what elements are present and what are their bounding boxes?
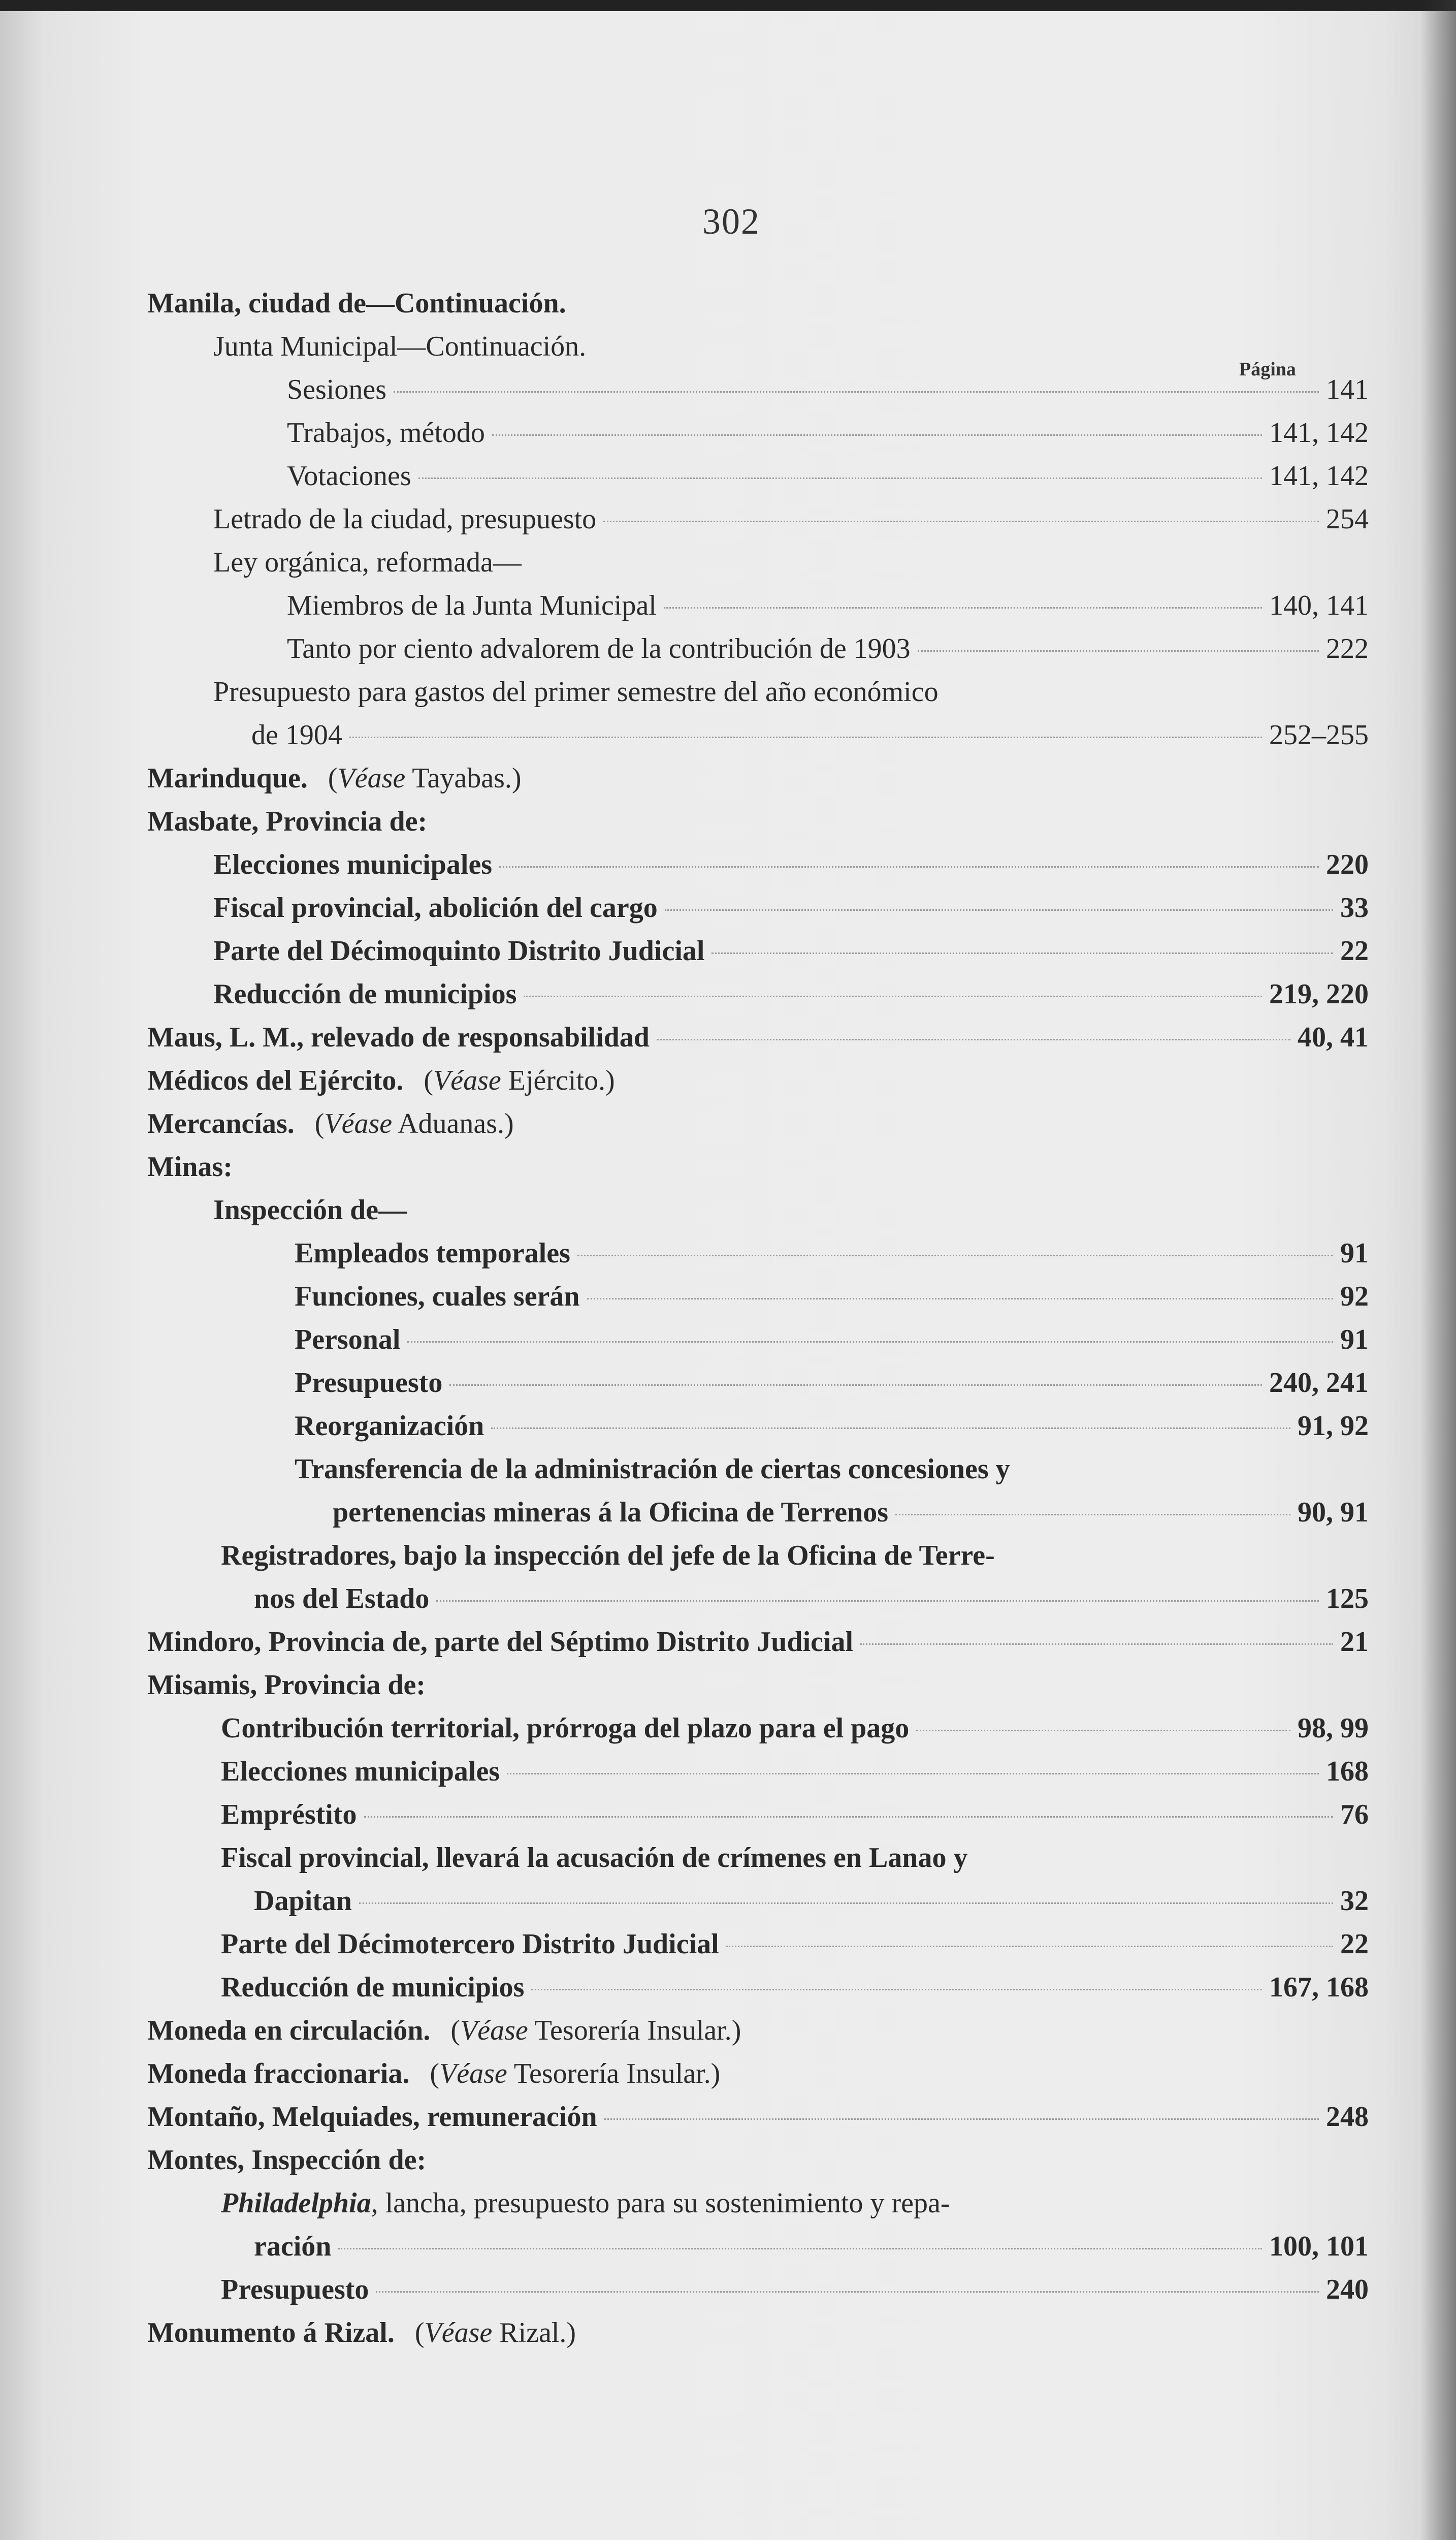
page-number: 302 xyxy=(702,201,760,242)
entry-text: Presupuesto xyxy=(295,1367,443,1399)
scan-top-edge xyxy=(0,0,1456,11)
index-entry xyxy=(254,2230,1369,2276)
entry-page: 21 xyxy=(1340,1626,1369,1658)
index-entry xyxy=(213,892,1369,937)
index-entry: Médicos del Ejército. (Véase Ejército.) xyxy=(147,1065,615,1096)
entry-text: Empréstito xyxy=(221,1799,357,1830)
entry-text: Presupuesto para gastos del primer semestre del año económico xyxy=(213,676,939,708)
index-entry xyxy=(147,287,1366,333)
leader-dots xyxy=(349,737,1262,738)
index-entry xyxy=(147,1669,1366,1714)
leader-dots xyxy=(376,2291,1319,2293)
index-entry: Moneda en circulación. (Véase Tesorería Insular.) xyxy=(147,2015,741,2046)
leader-dots xyxy=(860,1643,1333,1645)
entry-text: Reorganización xyxy=(295,1410,484,1442)
leader-dots xyxy=(491,1427,1290,1429)
index-entry xyxy=(213,978,1369,1024)
page-column-label: Página xyxy=(1239,359,1296,380)
see-reference: Rizal. xyxy=(499,2317,567,2348)
index-entry xyxy=(213,503,1369,549)
entry-page: 90, 91 xyxy=(1298,1497,1369,1528)
see-reference: Tayabas. xyxy=(412,763,512,794)
entry-text: pertenencias mineras á la Oficina de Terrenos xyxy=(333,1497,888,1528)
index-entry xyxy=(251,719,1369,765)
leader-dots xyxy=(492,434,1262,436)
entry-text: Moneda en circulación. xyxy=(147,2015,431,2046)
entry-page: 33 xyxy=(1340,892,1369,924)
index-entry xyxy=(147,2101,1369,2146)
entry-page: 40, 41 xyxy=(1298,1022,1369,1053)
index-entry xyxy=(147,1626,1369,1671)
entry-text: Marinduque. xyxy=(147,763,308,794)
entry-text: Montes, Inspección de: xyxy=(147,2144,427,2176)
index-entry xyxy=(221,1798,1369,1844)
index-entry: Mercancías. (Véase Aduanas.) xyxy=(147,1108,514,1139)
entry-text: Fiscal provincial, llevará la acusación de crímenes en Lanao y xyxy=(221,1842,968,1874)
leader-dots xyxy=(665,909,1333,911)
entry-text: Elecciones municipales xyxy=(221,1756,500,1787)
leader-dots xyxy=(359,1902,1333,1904)
entry-page: 222 xyxy=(1326,633,1369,664)
see-label: Véase xyxy=(460,2015,528,2046)
leader-dots xyxy=(603,521,1319,522)
leader-dots xyxy=(895,1514,1290,1515)
index-entry xyxy=(147,1151,1366,1196)
entry-page: 252–255 xyxy=(1269,719,1369,751)
leader-dots xyxy=(449,1384,1262,1386)
index-entry xyxy=(287,373,1369,419)
entry-page: 92 xyxy=(1340,1281,1369,1312)
entry-text: Mercancías. xyxy=(147,1108,295,1139)
scan-right-shadow xyxy=(1420,0,1456,2540)
entry-text: Transferencia de la administración de ciertas concesiones y xyxy=(295,1453,1010,1485)
entry-text: Elecciones municipales xyxy=(213,849,493,880)
entry-page: 168 xyxy=(1326,1756,1369,1787)
index-entry xyxy=(254,1885,1369,1930)
entry-page: 32 xyxy=(1340,1885,1369,1917)
leader-dots xyxy=(364,1816,1333,1818)
entry-text: Reducción de municipios xyxy=(221,1972,525,2003)
leader-dots xyxy=(418,478,1262,479)
leader-dots xyxy=(394,391,1319,393)
entry-page: 98, 99 xyxy=(1298,1712,1369,1744)
index-entry xyxy=(254,1582,1369,1628)
entry-text: Monumento á Rizal. xyxy=(147,2317,395,2348)
entry-page: 240, 241 xyxy=(1269,1367,1369,1399)
entry-text: Letrado de la ciudad, presupuesto xyxy=(213,503,597,535)
leader-dots xyxy=(916,1730,1290,1731)
entry-text: Tanto por ciento advalorem de la contribución de 1903 xyxy=(287,633,911,664)
leader-dots xyxy=(436,1600,1319,1602)
entry-text: Misamis, Provincia de: xyxy=(147,1669,426,1701)
entry-text: Parte del Décimoquinto Distrito Judicial xyxy=(213,935,705,967)
see-reference: Ejército. xyxy=(508,1065,606,1096)
entry-text: Mindoro, Provincia de, parte del Séptimo Distrito Judicial xyxy=(147,1626,854,1658)
index-entry xyxy=(213,848,1369,894)
index-entry xyxy=(295,1280,1369,1326)
entry-page: 22 xyxy=(1340,1928,1369,1960)
entry-page: 220 xyxy=(1326,849,1369,880)
index-entry xyxy=(221,2187,1369,2233)
index-entry xyxy=(213,330,1366,376)
entry-text: Maus, L. M., relevado de responsabilidad xyxy=(147,1022,650,1053)
entry-text: nos del Estado xyxy=(254,1583,430,1614)
entry-text: Ley orgánica, reformada— xyxy=(213,547,522,578)
leader-dots xyxy=(499,866,1319,868)
entry-page: 254 xyxy=(1326,503,1369,535)
entry-text: Miembros de la Junta Municipal xyxy=(287,590,657,621)
leader-dots xyxy=(657,1039,1290,1040)
index-entry xyxy=(213,676,1369,721)
entry-text: Presupuesto xyxy=(221,2274,369,2305)
leader-dots xyxy=(524,996,1262,997)
entry-text: Empleados temporales xyxy=(295,1237,570,1269)
leader-dots xyxy=(587,1298,1333,1299)
entry-page: 141 xyxy=(1326,374,1369,405)
entry-text: Dapitan xyxy=(254,1885,352,1917)
entry-text: Moneda fraccionaria. xyxy=(147,2058,410,2089)
index-entry xyxy=(287,632,1369,678)
index-entry xyxy=(147,2144,1366,2189)
leader-dots xyxy=(726,1946,1333,1947)
index-entry xyxy=(213,1194,1369,1240)
entry-page: 22 xyxy=(1340,935,1369,967)
see-label: Véase xyxy=(439,2058,507,2089)
index-entry xyxy=(221,1842,1369,1887)
entry-text: Médicos del Ejército. xyxy=(147,1065,404,1096)
entry-text-continued: , lancha, presupuesto para su sostenimiento y repa- xyxy=(371,2187,950,2219)
entry-page: 76 xyxy=(1340,1799,1369,1830)
index-entry xyxy=(221,1712,1369,1758)
leader-dots xyxy=(711,952,1333,954)
leader-dots xyxy=(664,607,1262,609)
see-reference: Tesorería Insular. xyxy=(534,2015,732,2046)
see-reference: Tesorería Insular. xyxy=(513,2058,711,2089)
index-entry xyxy=(295,1237,1369,1283)
index-entry xyxy=(221,1539,1369,1585)
entry-text: de 1904 xyxy=(251,719,342,751)
entry-page: 91, 92 xyxy=(1298,1410,1369,1442)
index-entry xyxy=(287,589,1369,635)
entry-text: Votaciones xyxy=(287,460,411,492)
index-entry: Moneda fraccionaria. (Véase Tesorería Insular.) xyxy=(147,2058,721,2089)
index-entry xyxy=(221,1928,1369,1974)
entry-page: 140, 141 xyxy=(1269,590,1369,621)
index-entry xyxy=(221,1755,1369,1801)
leader-dots xyxy=(531,1989,1262,1990)
entry-text: Funciones, cuales serán xyxy=(295,1281,580,1312)
index-entry xyxy=(295,1367,1369,1412)
index-entry xyxy=(287,460,1369,505)
index-entry xyxy=(221,2273,1369,2319)
leader-dots xyxy=(604,2118,1319,2120)
index-entry: Monumento á Rizal. (Véase Rizal.) xyxy=(147,2317,576,2348)
entry-text: Minas: xyxy=(147,1151,233,1183)
entry-text: Registradores, bajo la inspección del jefe de la Oficina de Terre- xyxy=(221,1540,995,1571)
entry-text: Fiscal provincial, abolición del cargo xyxy=(213,892,658,924)
entry-text: Parte del Décimotercero Distrito Judicial xyxy=(221,1928,719,1960)
entry-text: Montaño, Melquiades, remuneración xyxy=(147,2101,597,2133)
entry-page: 91 xyxy=(1340,1324,1369,1355)
leader-dots xyxy=(338,2248,1262,2249)
entry-page: 100, 101 xyxy=(1269,2231,1369,2262)
index-entry xyxy=(295,1410,1369,1455)
entry-text: Manila, ciudad de—Continuación. xyxy=(147,288,566,319)
entry-page: 219, 220 xyxy=(1269,978,1369,1010)
entry-text: Reducción de municipios xyxy=(213,978,517,1010)
entry-page: 167, 168 xyxy=(1269,1972,1369,2003)
see-label: Véase xyxy=(324,1108,393,1139)
index-entry xyxy=(333,1496,1369,1542)
entry-text: Contribución territorial, prórroga del plazo para el pago xyxy=(221,1712,910,1744)
leader-dots xyxy=(918,650,1319,652)
index-entry xyxy=(213,546,1369,592)
entry-text: Inspección de— xyxy=(213,1194,407,1226)
entry-text: ración xyxy=(254,2231,332,2262)
leader-dots xyxy=(407,1341,1333,1343)
index-entry xyxy=(221,1971,1369,2017)
entry-text: Sesiones xyxy=(287,374,386,405)
entry-page: 141, 142 xyxy=(1269,460,1369,492)
see-reference: Aduanas. xyxy=(398,1108,505,1139)
see-label: Véase xyxy=(424,2317,493,2348)
entry-page: 141, 142 xyxy=(1269,417,1369,449)
entry-text: Trabajos, método xyxy=(287,417,485,449)
entry-text: Philadelphia xyxy=(221,2187,371,2219)
see-label: Véase xyxy=(337,763,406,794)
index-entry xyxy=(295,1453,1369,1499)
index-entry xyxy=(213,935,1369,980)
entry-page: 125 xyxy=(1326,1583,1369,1614)
entry-text: Personal xyxy=(295,1324,401,1355)
index-entry xyxy=(295,1323,1369,1369)
entry-page: 240 xyxy=(1326,2274,1369,2305)
leader-dots xyxy=(577,1255,1333,1256)
entry-page: 248 xyxy=(1326,2101,1369,2133)
leader-dots xyxy=(507,1773,1319,1774)
index-entry xyxy=(287,417,1369,462)
entry-text: Junta Municipal—Continuación. xyxy=(213,331,587,362)
entry-text: Masbate, Provincia de: xyxy=(147,806,428,837)
index-entry xyxy=(147,1021,1369,1067)
see-label: Véase xyxy=(433,1065,501,1096)
entry-page: 91 xyxy=(1340,1237,1369,1269)
index-entry xyxy=(147,805,1366,851)
index-entry: Marinduque. (Véase Tayabas.) xyxy=(147,763,522,794)
